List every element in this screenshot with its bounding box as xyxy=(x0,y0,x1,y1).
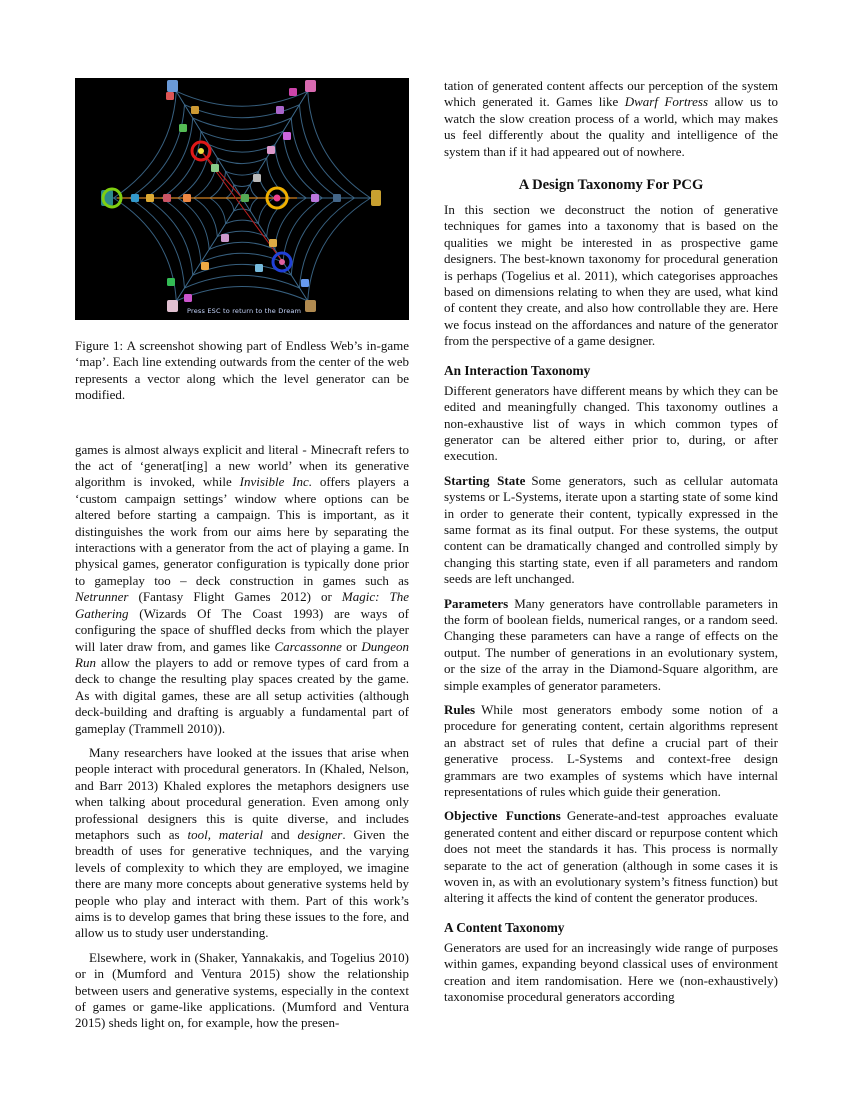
web-thread xyxy=(176,286,307,300)
web-thread xyxy=(210,171,226,198)
web-thread xyxy=(113,198,176,301)
end-sprite xyxy=(371,190,381,206)
web-node-sprite xyxy=(289,88,297,96)
endless-web-screenshot xyxy=(75,78,409,320)
web-thread xyxy=(308,198,371,301)
web-node-sprite xyxy=(283,132,291,140)
web-node-sprite xyxy=(163,194,171,202)
web-thread xyxy=(234,185,250,187)
web-node-sprite xyxy=(211,164,219,172)
left-column xyxy=(75,78,409,1032)
web-thread xyxy=(176,91,307,106)
web-node-sprite xyxy=(146,194,154,202)
web-thread xyxy=(250,185,258,198)
web-node-sprite xyxy=(269,239,277,247)
web-thread xyxy=(300,105,355,198)
web-thread xyxy=(275,145,306,198)
web-thread xyxy=(275,198,306,249)
web-node-sprite xyxy=(276,106,284,114)
interaction-intro-paragraph: Different generators have different means by which they can be edited and meaningfully changed. This taxonomy outlines a non-exhaustive list of ways in which common types of generator can be altered either prior to, during, or after execution. xyxy=(444,382,778,464)
web-thread xyxy=(162,198,201,262)
ring-center xyxy=(198,148,204,154)
parameters-paragraph: Parameters Many generators have controllable parameters in the form of boolean fields, numerical ranges, or a random seed. Changing these parameters can have a range of effects on the output. The number of generations in an evolutionary system, or the size of the array in the Diamond-Square algorithm, are simple examples of generator parameters. xyxy=(444,595,778,693)
subsection-content-taxonomy: A Content Taxonomy xyxy=(444,919,565,935)
section-intro-paragraph: In this section we deconstruct the notion of generative techniques for games into a taxonomy that is based on the qualities we might be interested in as prospective game designers. The best-known taxonomy for procedural generation is perhaps (Togelius et al. 2011), which categorises approaches based on dimensions relating to when they are used, what kind of content they create, and also how controllable they are. Here we focus instead on the affordances and nature of the generator from the perspective of a game designer. xyxy=(444,202,778,349)
left-paragraph-1: games is almost always explicit and literal - Minecraft refers to the act of ‘generat[ing] a new world’ when its generative algorithm is invoked, while Invisible Inc. offers players a ‘custom campaign settings’ window where options can be altered before starting a campaign. This is important, as it distinguishes the work from our aims here by separating the interactions with a generator from the act of playing a game. In physical games, generator configuration is typically done prior to gameplay too – deck construction in games such as Netrunner (Fantasy Flight Games 2012) or Magic: The Gathering (Wizards Of The Coast 1993) are ways of configuring the space of shuffled decks from which the player will later draw from, and games like Carcassonne or Dungeon Run allow the players to add or remove types of card from a deck to change the resulting play spaces created by the game. As with digital games, these are all setup activities (although deck-building and drafting is arguably a fundamental part of gameplay (Trammell 2010)). xyxy=(75,441,410,736)
web-spoke xyxy=(173,198,242,306)
rules-paragraph: Rules While most generators embody some notion of a procedure for generating content, certain algorithms represent an abstract set of rules that define a crucial part of their generative process. L-Systems and context-free design grammars are two examples of systems which have internal representations of rules which guide their generation. xyxy=(444,702,778,800)
web-thread xyxy=(300,198,355,288)
left-paragraph-2: Many researchers have looked at the issues that arise when people interact with procedural generators. In (Khaled, Nelson, and Barr 2013) Khaled explores the metaphors designers use when talking about procedural generation. Even among only professional designers this is quite diverse, and includes metaphors such as tool, material and designer. Given the breadth of uses for generative techniques, and the varying levels of complexity to which they are employed, we imagine there are many more concepts about generative systems held by people who play and interact with them. Part of this work’s aims is to develop games that bring these issues to the fore, and allow us to study user understanding. xyxy=(75,744,410,941)
end-sprite xyxy=(305,80,316,92)
web-thread xyxy=(226,198,234,211)
section-title: A Design Taxonomy For PCG xyxy=(518,177,704,194)
web-node-sprite xyxy=(179,124,187,132)
right-column xyxy=(444,78,778,1006)
web-thread xyxy=(193,118,292,129)
web-spoke xyxy=(173,86,242,198)
ring-center xyxy=(279,259,285,265)
web-thread xyxy=(209,145,275,152)
objective-functions-paragraph: Objective Functions Generate-and-test approaches evaluate generated content and either discard or repurpose content which does not meet the standards it has. This process is normally separate to the act of generation (although in some cases it is woven in, as with an evolutionary system’s fitness function) but altering it affects the kind of content the generator produces. xyxy=(444,808,778,906)
web-node-sprite xyxy=(167,278,175,286)
web-thread xyxy=(209,242,275,249)
end-sprite xyxy=(167,300,178,312)
ring-center xyxy=(274,195,281,202)
web-thread xyxy=(234,209,250,211)
web-thread xyxy=(113,91,176,198)
web-node-sprite xyxy=(253,174,261,182)
web-thread xyxy=(162,131,201,198)
end-sprite xyxy=(167,80,178,92)
web-node-sprite xyxy=(301,279,309,287)
web-thread xyxy=(250,198,258,211)
figure-endless-web-map xyxy=(75,78,409,320)
content-taxonomy-paragraph: Generators are used for an increasingly wide range of purposes within games, expanding beyond classical uses of environment creation and item randomisation. Here we (non-exhaustively) taxonomise procedural generators according xyxy=(444,939,778,1005)
web-thread xyxy=(308,91,371,198)
web-node-sprite xyxy=(241,194,249,202)
web-node-sprite xyxy=(131,194,139,202)
left-paragraph-3: Elsewhere, work in (Shaker, Yannakakis, and Togelius 2010) or in (Mumford and Ventura 2015) show the relationship between users and generative systems, especially in the context of games or game-like applications. (Mumford and Ventura 2015) sheds light on, for example, how the presen- xyxy=(75,949,409,1031)
web-thread xyxy=(210,198,226,224)
web-node-sprite xyxy=(267,146,275,154)
web-node-sprite xyxy=(191,106,199,114)
web-node-sprite xyxy=(333,194,341,202)
web-node-sprite xyxy=(311,194,319,202)
web-spoke xyxy=(242,86,311,198)
web-thread xyxy=(217,158,266,164)
right-paragraph-0: tation of generated content affects our perception of the system which generated it. Games like Dwarf Fortress allow us to watch the slow creation process of a world, which may makes us feel differently about the quality and intelligence of the system than if it had appeared out of nowhere. xyxy=(444,78,778,159)
web-node-sprite xyxy=(184,294,192,302)
web-node-sprite xyxy=(221,234,229,242)
starting-state-paragraph: Starting State Some generators, such as cellular automata systems or L-Systems, iterate upon a starting state of some kind in order to generate their content, typically expressed in the same format as its final output. For these systems, the output content can be dramatically changed and controlled simply by changing this starting state, even if all parameters and random seeds are left unchanged. xyxy=(444,472,778,587)
web-node-sprite xyxy=(183,194,191,202)
figure-caption: Figure 1: A screenshot showing part of Endless Web’s in-game ‘map’. Each line extending outwards from the center of the web represents a vector along which the level generator can be modified. xyxy=(75,338,409,403)
web-node-sprite xyxy=(166,92,174,100)
web-thread xyxy=(130,198,185,288)
web-node-sprite xyxy=(255,264,263,272)
figure-overlay-text: Press ESC to return to the Dream xyxy=(187,307,302,315)
web-thread xyxy=(130,105,185,198)
subsection-interaction-taxonomy: An Interaction Taxonomy xyxy=(444,362,591,378)
web-thread xyxy=(201,131,283,140)
end-sprite xyxy=(305,300,316,312)
web-thread xyxy=(283,131,322,198)
web-thread xyxy=(201,253,283,262)
web-spoke xyxy=(242,198,311,306)
web-node-sprite xyxy=(201,262,209,270)
web-thread xyxy=(283,198,322,262)
web-thread xyxy=(178,198,209,249)
